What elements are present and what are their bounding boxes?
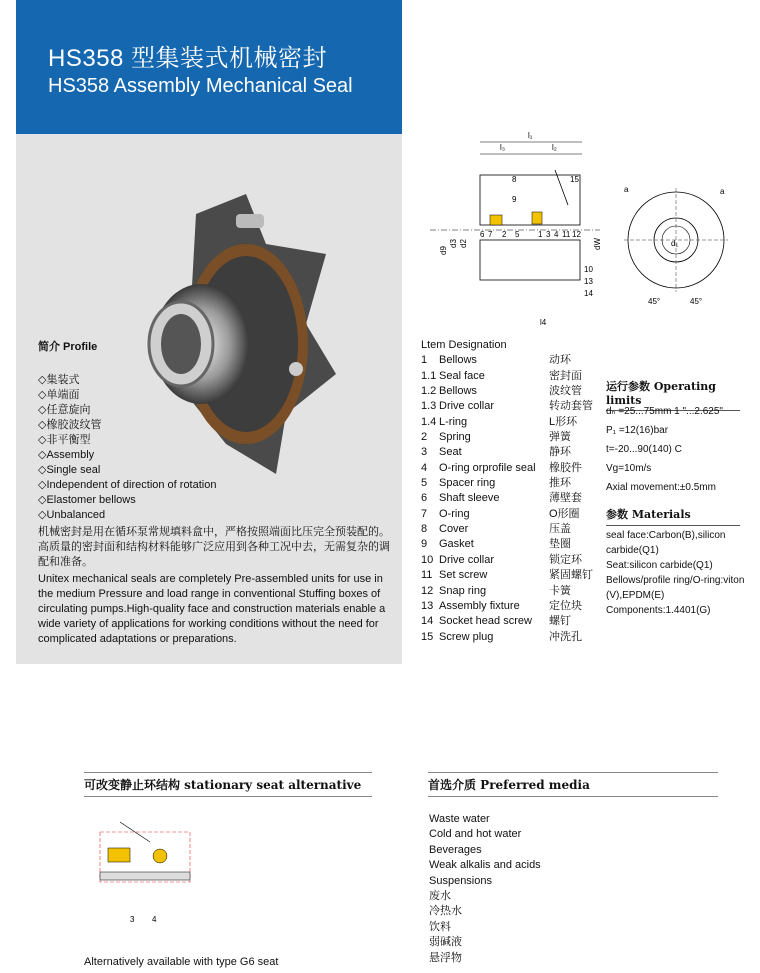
bullet: ◇非平衡型 [38, 434, 91, 446]
label-l1: l₁ [528, 131, 533, 140]
callout: 10 [584, 265, 593, 274]
callout: 14 [584, 289, 593, 298]
bullet: ◇Single seal [38, 464, 101, 476]
limit-line: dₙ =25...75mm 1 "...2.625" [606, 406, 723, 417]
limits-heading: 运行参数 Operating limits [606, 378, 740, 411]
limit-line: P₁ =12(16)bar [606, 425, 669, 436]
stationary-heading: 可改变静止环结构 stationary seat alternative [84, 772, 372, 797]
callout: 3 [546, 230, 551, 239]
cross-section-drawing [420, 130, 610, 330]
media-list [429, 812, 541, 966]
bullet: ◇Independent of direction of rotation [38, 479, 217, 491]
list-item: 5 Spacer ring 推环 [421, 477, 571, 490]
description-en: Unitex mechanical seals are completely Pre-assembled units for use in the medium Pressure and load range in conventional Stuffing boxes of circulating pumps.High-quality face and construction materials enable a wide variety of applications for working conditions without the need for complicated adaptations or preparations. [38, 573, 386, 645]
list-item: Cold and hot water [429, 828, 522, 841]
callout: 1 [538, 230, 543, 239]
callout: 13 [584, 277, 593, 286]
list-item: 15 Screw plug 冲洗孔 [421, 630, 582, 643]
limits-list [606, 402, 723, 497]
list-item: 1.4 L-ring L形环 [421, 415, 578, 428]
title-cn: HS358 型集装式机械密封 [48, 45, 328, 72]
callout: 8 [512, 175, 517, 184]
material-line: Bellows/profile ring/O-ring:viton (V),EPDM(E) [606, 575, 745, 601]
material-line: seal face:Carbon(B),silicon carbide(Q1) [606, 530, 726, 556]
list-item: Suspensions [429, 874, 492, 887]
label-d1: d₁ [671, 239, 679, 248]
label-3: 3 [130, 915, 135, 924]
label-d2: d2 [459, 239, 468, 248]
label-d9: d9 [439, 246, 448, 255]
list-item: 6 Shaft sleeve 薄壁套 [421, 492, 582, 505]
list-item: 4 O-ring orprofile seal 橡胶件 [421, 461, 582, 474]
media-heading: 首选介质 Preferred media [428, 772, 718, 797]
materials-heading: 参数 Materials [606, 506, 740, 526]
list-item: 1.1 Seal face 密封面 [421, 369, 582, 382]
label-a: a [624, 185, 629, 194]
end-view-drawing [616, 182, 748, 310]
list-item: 饮料 [429, 920, 451, 933]
bullet: ◇集装式 [38, 374, 80, 386]
callout: 7 [488, 230, 493, 239]
list-item: 废水 [429, 890, 451, 903]
title-en: HS358 Assembly Mechanical Seal [48, 75, 353, 97]
label-angle: 45° [690, 297, 703, 306]
label-4: 4 [152, 915, 157, 924]
list-item: 7 O-ring O形圈 [421, 507, 580, 520]
label-angle: 45° [648, 297, 661, 306]
list-item: 2 Spring 弹簧 [421, 431, 571, 444]
description-cn: 机械密封是用在循环泵常规填料盒中，严格按照端面比压完全预装配的。高质量的密封面和结构材料能够广泛应用到各种工况中去，无需复杂的调配和准备。 [38, 526, 390, 568]
limit-line: t=-20...90(140) C [606, 444, 682, 455]
limit-line: Vg=10m/s [606, 463, 652, 474]
callout: 2 [502, 230, 507, 239]
bullet: ◇任意旋向 [38, 404, 91, 416]
callout: 9 [512, 195, 517, 204]
list-item: 悬浮物 [429, 951, 462, 964]
label-d3: d3 [449, 239, 458, 248]
list-item: 9 Gasket 垫圈 [421, 538, 571, 551]
list-item: 1.2 Bellows 波纹管 [421, 385, 582, 398]
profile-heading: 简介 Profile [38, 341, 98, 353]
material-line: Seat:silicon carbide(Q1) [606, 560, 713, 571]
title-banner [16, 0, 402, 134]
label-a: a [720, 187, 725, 196]
bullet: ◇Assembly [38, 449, 95, 461]
callout: 12 [572, 230, 581, 239]
list-item: 13 Assembly fixture 定位块 [421, 599, 582, 612]
stationary-seat-drawing [90, 812, 200, 932]
callout: 15 [570, 175, 579, 184]
list-item: 14 Socket head screw 螺钉 [421, 615, 571, 628]
list-item: 10 Drive collar 锁定环 [421, 553, 582, 566]
callout: 4 [554, 230, 559, 239]
limit-line: Axial movement:±0.5mm [606, 482, 716, 493]
profile-text [38, 340, 393, 647]
bullet: ◇Elastomer bellows [38, 494, 136, 506]
list-item: 8 Cover 压盖 [421, 523, 571, 536]
material-line: Components:1.4401(G) [606, 605, 711, 616]
parts-header: Ltem Designation [421, 339, 507, 351]
bullet: ◇橡胶波纹管 [38, 419, 102, 431]
parts-list [421, 338, 609, 645]
label-l4: l4 [540, 318, 547, 327]
stationary-caption: Alternatively available with type G6 seat [84, 956, 279, 968]
label-dw: dW [593, 238, 602, 250]
list-item: 11 Set screw 紧固螺钉 [421, 569, 593, 582]
list-item: Beverages [429, 843, 482, 856]
list-item: 1 Bellows 动环 [421, 354, 571, 367]
materials-list [606, 528, 746, 618]
list-item: 冷热水 [429, 905, 462, 918]
label-l2: l₂ [552, 143, 557, 152]
callout: 5 [515, 230, 520, 239]
list-item: 弱碱液 [429, 936, 462, 949]
callout: 6 [480, 230, 485, 239]
list-item: 3 Seat 静环 [421, 446, 571, 459]
list-item: Weak alkalis and acids [429, 859, 541, 872]
list-item: 12 Snap ring 卡簧 [421, 584, 571, 597]
bullet: ◇单端面 [38, 389, 80, 401]
list-item: 1.3 Drive collar 转动套管 [421, 400, 593, 413]
bullet: ◇Unbalanced [38, 509, 106, 521]
list-item: Waste water [429, 813, 490, 825]
profile-panel [16, 134, 402, 664]
callout: 11 [562, 230, 571, 239]
label-l3: l₃ [500, 143, 506, 152]
